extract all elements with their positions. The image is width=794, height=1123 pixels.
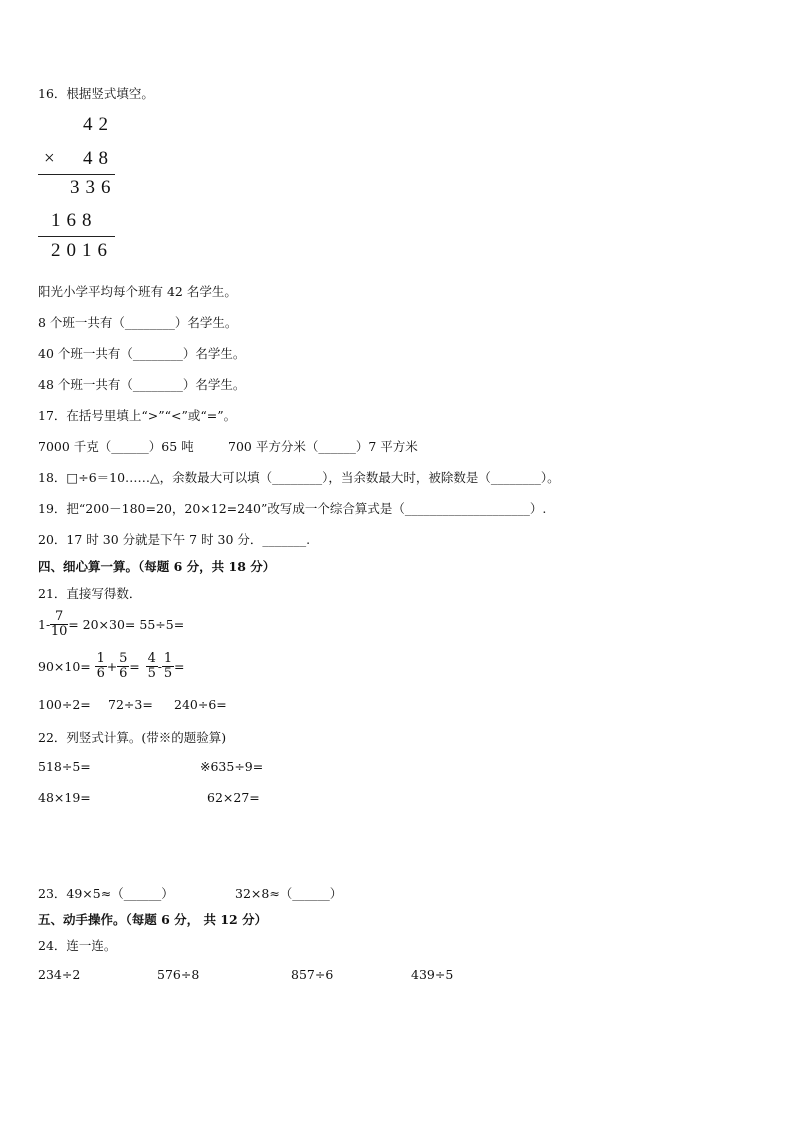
q16-rule-2 xyxy=(38,236,115,237)
q18-text: 18．□÷6＝10……△，余数最大可以填（________），当余数最大时，被除数是（________）。 xyxy=(38,470,560,485)
operator-minus: - xyxy=(157,659,162,674)
q21-row3-item-2: 72÷3= xyxy=(108,697,153,712)
q17-item-2: 700 平方分米（______）7 平方米 xyxy=(228,439,418,454)
q24-item-1: 234÷2 xyxy=(38,967,81,982)
fraction-numerator: 1 xyxy=(163,651,173,666)
q22-title: 22．列竖式计算。(带※的题验算) xyxy=(38,730,227,745)
q21-row3-item-1: 100÷2= xyxy=(38,697,91,712)
operator-plus: + xyxy=(106,659,118,674)
q24-item-4: 439÷5 xyxy=(411,967,454,982)
q17-title: 17．在括号里填上“>”“<”或“=”。 xyxy=(38,408,237,423)
fraction-denominator: 5 xyxy=(147,666,156,681)
section-4-title: 四、细心算一算。（每题 6 分，共 18 分） xyxy=(38,559,276,574)
q21-row-1 xyxy=(38,610,184,639)
q22-item-4: 62×27= xyxy=(207,790,260,805)
q16-product: 2016 xyxy=(51,240,113,261)
fraction xyxy=(146,652,158,681)
fraction xyxy=(117,652,129,681)
fraction-denominator: 6 xyxy=(96,666,105,681)
q16-rule-1 xyxy=(38,174,115,175)
q21-row3-item-3: 240÷6= xyxy=(174,697,227,712)
q16-multiplicand: 42 xyxy=(83,114,114,135)
q21-row2-prefix: 90×10= xyxy=(38,659,91,674)
q23-item-2: 32×8≈（______） xyxy=(235,886,343,901)
q22-item-2: ※635÷9= xyxy=(200,759,264,774)
q22-item-1: 518÷5= xyxy=(38,759,91,774)
q16-title: 16．根据竖式填空。 xyxy=(38,86,154,101)
q16-line-1: 8 个班一共有（________）名学生。 xyxy=(38,315,238,330)
q24-title: 24．连一连。 xyxy=(38,938,117,953)
q16-partial-1: 336 xyxy=(70,177,117,198)
section-5-title: 五、动手操作。（每题 6 分， 共 12 分） xyxy=(38,912,268,927)
q21-row-2 xyxy=(38,652,184,681)
fraction-denominator: 5 xyxy=(163,666,173,681)
q21-title: 21．直接写得数． xyxy=(38,586,142,601)
equals-sign: = xyxy=(129,659,140,674)
q17-item-1: 7000 千克（______）65 吨 xyxy=(38,439,194,454)
q21-row1-prefix: 1- xyxy=(38,617,51,632)
q16-context: 阳光小学平均每个班有 42 名学生。 xyxy=(38,284,237,299)
q22-item-3: 48×19= xyxy=(38,790,91,805)
q16-times-sign: × xyxy=(44,148,61,169)
equals-sign: = xyxy=(173,659,185,674)
fraction-denominator: 10 xyxy=(50,624,68,639)
fraction-numerator: 4 xyxy=(147,651,156,666)
q16-partial-2: 168 xyxy=(51,210,98,231)
fraction-numerator: 1 xyxy=(96,651,105,666)
fraction xyxy=(162,652,174,681)
fraction xyxy=(50,610,68,639)
q16-line-3: 48 个班一共有（________）名学生。 xyxy=(38,377,246,392)
fraction xyxy=(95,652,107,681)
q23-item-1: 23．49×5≈（______） xyxy=(38,886,174,901)
q20-text: 20．17 时 30 分就是下午 7 时 30 分．_______. xyxy=(38,532,311,547)
q21-row1-suffix: = 20×30= 55÷5= xyxy=(68,617,185,632)
fraction-denominator: 6 xyxy=(119,666,128,681)
q24-item-2: 576÷8 xyxy=(157,967,200,982)
fraction-numerator: 7 xyxy=(55,609,64,624)
q19-text: 19．把“200－180=20，20×12=240”改写成一个综合算式是（____________________）. xyxy=(38,501,547,516)
q24-item-3: 857÷6 xyxy=(291,967,334,982)
fraction-numerator: 5 xyxy=(119,651,128,666)
q16-multiplier: 48 xyxy=(83,148,114,169)
q16-line-2: 40 个班一共有（________）名学生。 xyxy=(38,346,246,361)
